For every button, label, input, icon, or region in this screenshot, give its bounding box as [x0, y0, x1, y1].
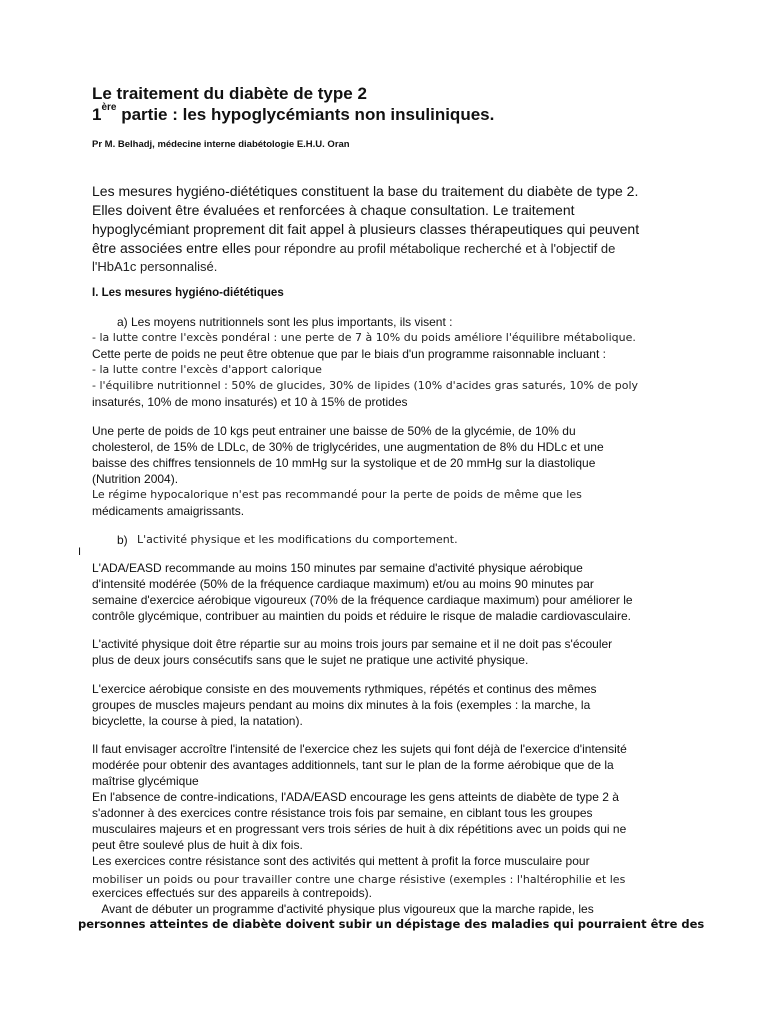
activity-para-line: L'activité physique doit être répartie sur au moins trois jours par semaine et il ne doit pas s'écouler: [92, 637, 613, 651]
subsection-a-line: Cette perte de poids ne peut être obtenue que par le biais d'un programme raisonnable incluant :: [92, 347, 606, 361]
aerobic-para-line: groupes de muscles majeurs pendant au moins dix minutes à la fois (exemples : la marche, la: [92, 698, 591, 712]
subsection-b-marker: b): [117, 533, 128, 547]
ada-para-line: contrôle glycémique, contribuer au maintien du poids et réduire le risque de maladie cardiovasculaire.: [92, 609, 631, 623]
intensity-para-line: maîtrise glycémique: [92, 774, 199, 788]
intro-line-4: [92, 240, 615, 258]
before-line: Avant de débuter un programme d'activité physique plus vigoureux que la marche rapide, les: [92, 902, 594, 916]
title-part-number: 1: [92, 105, 102, 124]
intensity-para-line: modérée pour obtenir des avantages additionnels, tant sur le plan de la forme aérobique que de la: [92, 758, 614, 772]
intro-line-2: Elles doivent être évaluées et renforcées à chaque consultation. Le traitement: [92, 202, 575, 218]
document-title-line1: Le traitement du diabète de type 2: [92, 84, 367, 103]
section-heading: I. Les mesures hygiéno-diététiques: [92, 287, 284, 299]
intensity-para-line: s'adonner à des exercices contre résistance trois fois par semaine, en ciblant tous les groupes: [92, 806, 593, 820]
weight-para-line: (Nutrition 2004).: [92, 472, 179, 486]
subsection-a-heading: a) Les moyens nutritionnels sont les plus importants, ils visent :: [117, 315, 453, 329]
aerobic-para-line: L'exercice aérobique consiste en des mouvements rythmiques, répétés et continus des mêmes: [92, 682, 597, 696]
document-title-line2: [92, 102, 495, 125]
weight-para-line: baisse des chiffres tensionnels de 10 mmHg sur la systolique et de 20 mmHg sur la diastolique: [92, 456, 596, 470]
weight-para-line: cholesterol, de 15% de LDLc, de 30% de triglycérides, une augmentation de 8% du HDLc et une: [92, 440, 604, 454]
last-line: personnes atteintes de diabète doivent subir un dépistage des maladies qui pourraient être des: [78, 917, 705, 931]
intro-line-4-part-a: être associées entre elles: [92, 240, 251, 256]
resistance-line-part-b: (exemples : l'haltérophilie et les: [445, 873, 626, 886]
regime-para-line: Le régime hypocalorique n'est pas recommandé pour la perte de poids de même que les: [92, 488, 582, 501]
ada-para-line: L'ADA/EASD recommande au moins 150 minutes par semaine d'activité physique aérobique: [92, 561, 583, 575]
intensity-para-line: musculaires majeurs et en progressant vers trois séries de huit à dix répétitions avec un poids qui ne: [92, 822, 627, 836]
subsection-a-line: - l'équilibre nutritionnel : 50% de glucides, 30% de lipides (10% d'acides gras saturés, 10% de poly: [92, 379, 639, 392]
subsection-a-line: - la lutte contre l'excès d'apport calorique: [92, 363, 322, 376]
subsection-a-line: - la lutte contre l'excès pondéral : une perte de 7 à 10% du poids améliore l'équilibre métabolique.: [92, 331, 636, 344]
aerobic-para-line: bicyclette, la course à pied, la natation).: [92, 714, 303, 728]
weight-para-line: Une perte de poids de 10 kgs peut entrainer une baisse de 50% de la glycémie, de 10% du: [92, 424, 576, 438]
author-line: Pr M. Belhadj, médecine interne diabétologie E.H.U. Oran: [92, 139, 350, 150]
title-superscript: ère: [101, 102, 117, 113]
subsection-b-heading: L'activité physique et les modifications du comportement.: [137, 533, 458, 546]
ada-para-line: d'intensité modérée (50% de la fréquence cardiaque maximum) et/ou au moins 90 minutes par: [92, 577, 594, 591]
resistance-tail: exercices effectués sur des appareils à contrepoids).: [92, 886, 372, 900]
intensity-para-line: Il faut envisager accroître l'intensité de l'exercice chez les sujets qui font déjà de l'exercice d'intensité: [92, 742, 627, 756]
subsection-a-line: insaturés, 10% de mono insaturés) et 10 à 15% de protides: [92, 395, 408, 409]
resistance-line-part-a: mobiliser un poids ou pour travailler contre une charge résistive: [92, 873, 446, 886]
intensity-para-line: En l'absence de contre-indications, l'ADA/EASD encourage les gens atteints de diabète de type 2 à: [92, 790, 619, 804]
regime-para-line: médicaments amaigrissants.: [92, 504, 245, 518]
intro-line-4-part-b: pour répondre au profil métabolique recherché et à l'objectif de: [250, 241, 616, 256]
intensity-para-line: Les exercices contre résistance sont des activités qui mettent à profit la force musculaire pour: [92, 854, 590, 868]
intensity-para-line: peut être soulevé plus de huit à dix fois.: [92, 838, 303, 852]
intro-line-5: l'HbA1c personnalisé.: [92, 259, 218, 274]
intro-line-1: Les mesures hygiéno-diététiques constituent la base du traitement du diabète de type 2.: [92, 183, 639, 199]
ada-para-line: semaine d'exercice aérobique vigoureux (70% de la fréquence cardiaque maximum) pour améliorer le: [92, 593, 633, 607]
text-cursor-mark: I: [78, 546, 82, 558]
title-subtitle: partie : les hypoglycémiants non insuliniques.: [116, 105, 495, 124]
activity-para-line: plus de deux jours consécutifs sans que le sujet ne pratique une activité physique.: [92, 653, 529, 667]
intro-line-3: hypoglycémiant proprement dit fait appel à plusieurs classes thérapeutiques qui peuvent: [92, 221, 640, 237]
